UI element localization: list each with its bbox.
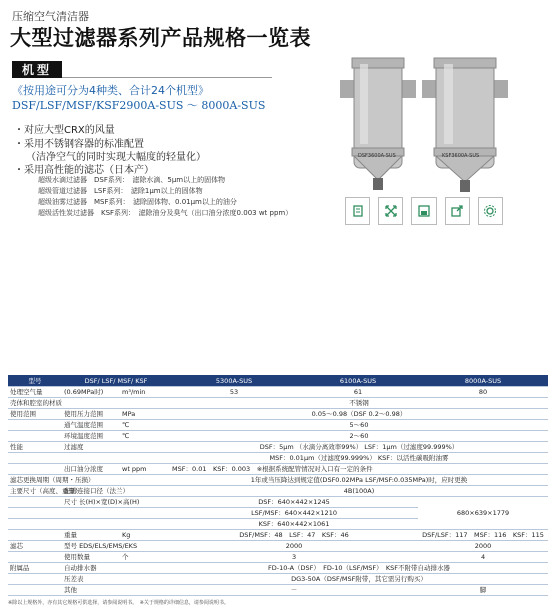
spec-table <box>8 375 548 596</box>
table-row <box>8 420 548 431</box>
category-label: 压缩空气清洁器 <box>12 10 89 23</box>
table-row <box>8 530 548 541</box>
table-row <box>8 563 548 574</box>
table-cell <box>120 442 170 453</box>
table-row <box>8 442 548 453</box>
table-cell <box>120 585 170 596</box>
section-badge: 机型 <box>12 61 62 78</box>
table-cell: 型号 EDS/ELS/EMS/EKS <box>62 541 170 552</box>
table-row <box>8 431 548 442</box>
expand-icon[interactable] <box>378 197 403 225</box>
table-cell: 5～60 <box>170 420 548 431</box>
table-cell: 通气温度范围 <box>62 420 120 431</box>
table-cell <box>120 563 170 574</box>
save-icon[interactable] <box>411 197 436 225</box>
table-cell: 4 <box>418 552 548 563</box>
table-cell: DSF/LSF：117 MSF：116 KSF：115 <box>418 530 548 541</box>
table-cell: DSF：5μm （水滴分离效率99%） LSF：1μm（过滤度99.999%） <box>170 442 548 453</box>
table-cell: 61 <box>298 387 418 398</box>
table-cell <box>8 585 62 596</box>
table-cell: 附属品 <box>8 563 62 574</box>
table-cell: 尺寸 长(H)×宽(D)×高(H) <box>62 497 170 508</box>
table-row <box>8 409 548 420</box>
filter-line: 超级管道过滤器 LSF系列： 滤除1μm以上的固体物 <box>38 187 203 195</box>
header-cell: 型号 <box>8 375 62 387</box>
table-cell: LSF/MSF：640×442×1210 <box>170 508 418 519</box>
product-label-2: KSF3600A-SUS <box>442 153 480 159</box>
table-cell: ℃ <box>120 431 170 442</box>
product-label-1: DSF3600A-SUS <box>358 153 396 159</box>
table-cell: 壳体和腔室的材质 <box>8 398 170 409</box>
table-cell: 使用范围 <box>8 409 62 420</box>
table-cell <box>8 508 170 519</box>
feature-3: ・采用高性能的滤芯（日本产） <box>14 165 154 176</box>
table-cell: 个 <box>120 552 170 563</box>
table-cell: 2～60 <box>170 431 548 442</box>
table-row <box>8 398 548 409</box>
table-cell: 1年或当压降达到规定值(DSF0.02MPa LSF/MSF:0.035MPa)时，应时更换 <box>170 475 548 486</box>
table-cell: KSF：640×442×1061 <box>170 519 418 530</box>
table-cell <box>8 420 62 431</box>
table-cell: 主要尺寸（高度、重量） <box>10 487 82 495</box>
table-cell: 2000 <box>170 541 418 552</box>
table-cell: 不锈钢 <box>170 398 548 409</box>
table-cell: MSF：0.01μm（过滤度99.999%） KSF：以活性碳吸附油雾 <box>170 453 548 464</box>
table-cell: 使用数量 <box>62 552 120 563</box>
table-cell <box>8 519 170 530</box>
footnote: ※除以上规格外，亦有其它规格可供选择，请参阅说明书。 ※关于规格的详细信息，请参阅说明书。 <box>8 600 229 606</box>
table-cell <box>8 497 62 508</box>
table-header-row <box>8 375 548 387</box>
table-cell: 滤芯更换周期（周期・压损） <box>8 475 170 486</box>
table-row <box>8 552 548 563</box>
header-cell: 8000A-SUS <box>418 375 548 387</box>
table-cell: － <box>170 585 418 596</box>
table-cell: 4B(100A) <box>170 486 548 497</box>
table-cell: 3 <box>170 552 418 563</box>
table-cell: 0.05～0.98（DSF 0.2～0.98） <box>170 409 548 420</box>
table-cell: 使用压力范围 <box>62 409 120 420</box>
table-cell: 自动排水器 <box>62 563 120 574</box>
table-cell: 2000 <box>418 541 548 552</box>
table-cell: 80 <box>418 387 548 398</box>
table-row <box>8 453 548 464</box>
table-cell: DSF/MSF：48 LSF：47 KSF：46 <box>170 530 418 541</box>
table-cell <box>8 552 62 563</box>
table-cell: MPa <box>120 409 170 420</box>
table-cell <box>8 431 62 442</box>
table-cell <box>8 574 62 585</box>
filter-line: 超级水滴过滤器 DSF系列： 滤除水滴、5μm以上的固体物 <box>38 176 226 184</box>
table-cell: MSF：0.01 KSF：0.003 ※根据系统配管情况对入口有一定的条件 <box>170 464 548 475</box>
table-cell: 滤芯 <box>8 541 62 552</box>
header-cell: DSF/ LSF/ MSF/ KSF <box>62 375 170 387</box>
table-cell: 重量 <box>62 530 120 541</box>
table-cell: 压差表 <box>62 574 120 585</box>
table-cell: wt ppm <box>120 464 170 475</box>
settings-icon[interactable] <box>478 197 503 225</box>
table-cell: 出口油分浓度 <box>62 464 120 475</box>
header-cell: 5300A-SUS <box>170 375 298 387</box>
table-cell <box>8 464 62 475</box>
subtitle-usage: 《按用途可分为4种类、合计24个机型》 <box>12 84 209 97</box>
table-row <box>8 387 548 398</box>
table-cell: FD-10-A（DSF） FD-10（LSF/MSF） KSF不附带自动排水器 <box>170 563 548 574</box>
table-row <box>8 585 548 596</box>
table-cell: 脚 <box>418 585 548 596</box>
table-cell: 配管连接口径（法兰） <box>64 487 129 495</box>
table-cell: 性能 <box>8 442 62 453</box>
table-cell <box>8 453 170 464</box>
table-cell: 53 <box>170 387 298 398</box>
table-row <box>8 475 548 486</box>
table-cell: 环境温度范围 <box>62 431 120 442</box>
table-cell: (0.69MPa时) <box>62 387 120 398</box>
table-cell <box>120 574 170 585</box>
table-cell: DG3-50A（DSF/MSF附带，其它需另行购买） <box>170 574 548 585</box>
filter-line: 超级油雾过滤器 MSF系列： 滤除固体物、0.01μm以上的油分 <box>38 198 237 206</box>
filter-line: 超级活性炭过滤器 KSF系列： 滤除油分及臭气（出口油分浓度0.003 wt ppm） <box>38 209 293 217</box>
subtitle-models: DSF/LSF/MSF/KSF2900A-SUS ～ 8000A-SUS <box>12 99 266 112</box>
header-cell: 6100A-SUS <box>298 375 418 387</box>
divider <box>62 77 272 78</box>
product-image-dsf <box>338 40 418 200</box>
table-cell: 其他 <box>62 585 120 596</box>
table-cell: m³/min <box>120 387 170 398</box>
table-cell <box>8 530 62 541</box>
page-title: 大型过滤器系列产品规格一览表 <box>10 26 311 50</box>
table-cell: 处理空气量 <box>8 387 62 398</box>
table-row <box>8 574 548 585</box>
table-cell: ℃ <box>120 420 170 431</box>
feature-1: ・对应大型CRX的风量 <box>14 125 115 136</box>
table-cell: 过滤度 <box>62 442 120 453</box>
share-icon[interactable] <box>445 197 470 225</box>
table-row <box>8 486 548 497</box>
feature-2: ・采用不锈钢容器的标准配置 <box>14 139 144 150</box>
table-cell: DSF：640×442×1245 <box>170 497 418 508</box>
table-row <box>8 497 548 508</box>
feature-2-note: （洁净空气的同时实现大幅度的轻量化） <box>26 152 206 163</box>
table-cell: 680×639×1779 <box>418 497 548 530</box>
product-image-ksf <box>420 36 510 201</box>
table-row <box>8 464 548 475</box>
image-toolbar <box>345 197 503 225</box>
table-cell: Kg <box>120 530 170 541</box>
table-row <box>8 541 548 552</box>
copy-icon[interactable] <box>345 197 370 225</box>
